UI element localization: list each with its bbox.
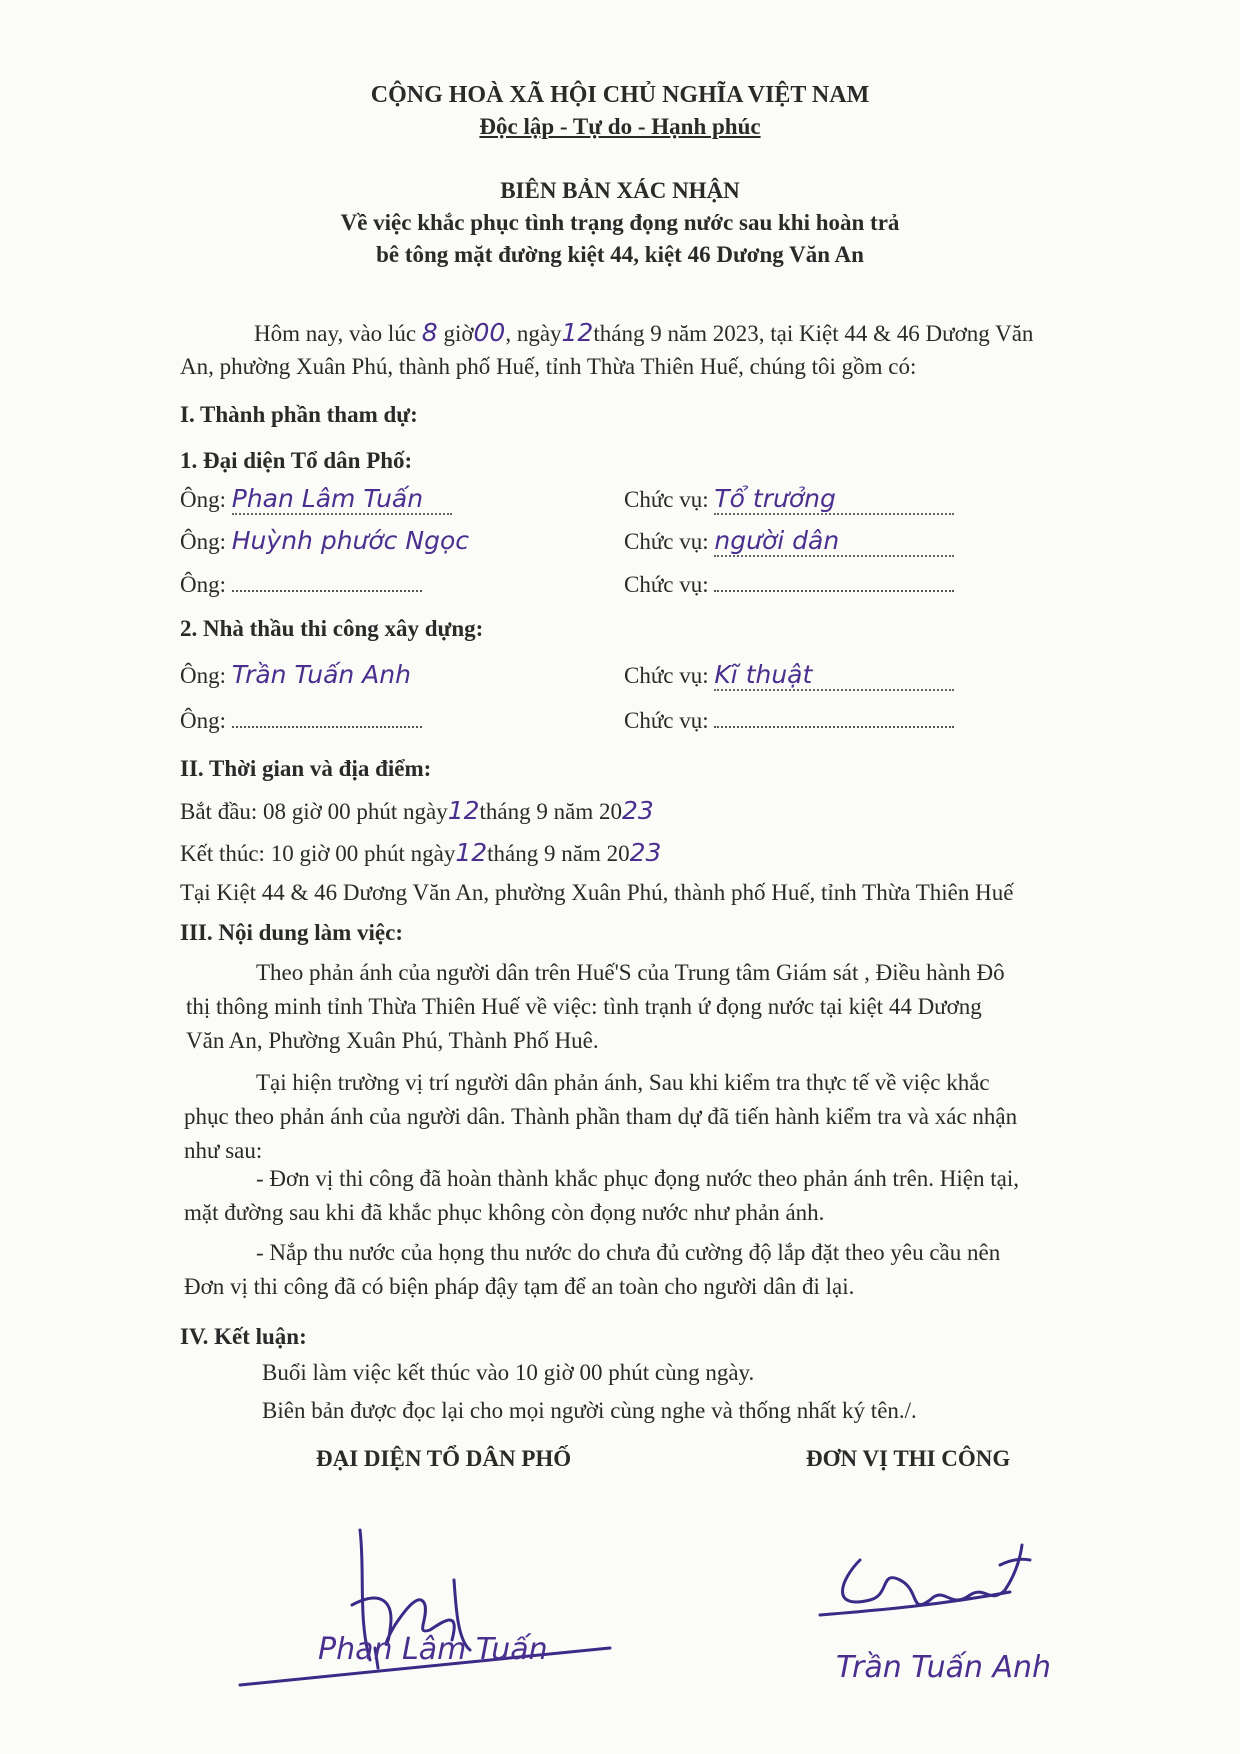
section-4-heading: IV. Kết luận: (180, 1324, 307, 1349)
section-1-sub-2: 2. Nhà thầu thi công xây dựng: (180, 616, 484, 641)
paragraph-line: Đơn vị thi công đã có biện pháp đậy tạm để an toàn cho người dân đi lại. (184, 1274, 855, 1299)
paragraph-line: phục theo phản ánh của người dân. Thành phần tham dự đã tiến hành kiểm tra và xác nhận (184, 1104, 1018, 1129)
participant-row (180, 704, 422, 734)
participant-row (180, 484, 452, 515)
end-time-line (180, 838, 661, 867)
intro-text-c: , ngày (505, 321, 562, 346)
paragraph-line: - Đơn vị thi công đã hoàn thành khắc phục đọng nước theo phản ánh trên. Hiện tại, (256, 1166, 1020, 1191)
label-ong: Ông: (180, 663, 226, 688)
participant-name: Huỳnh phước Ngọc (231, 526, 469, 555)
place-line: Tại Kiệt 44 & 46 Dương Văn An, phường Xuân Phú, thành phố Huế, tỉnh Thừa Thiên Huế (180, 880, 1014, 905)
paragraph-line: thị thông minh tỉnh Thừa Thiên Huế về việc: tình trạnh ứ đọng nước tại kiệt 44 Dương (186, 994, 982, 1019)
start-time-line (180, 796, 654, 825)
paragraph-line: mặt đường sau khi đã khắc phục không còn đọng nước như phản ánh. (184, 1200, 825, 1225)
label-chuc-vu: Chức vụ: (624, 708, 709, 733)
end-day: 12 (455, 838, 488, 867)
motto (0, 114, 1240, 140)
participant-row (180, 568, 422, 598)
participant-role: Kĩ thuật (714, 660, 954, 691)
participant-role-row (624, 660, 954, 691)
start-year: 23 (621, 796, 654, 825)
intro-text-d: tháng 9 năm 2023, tại Kiệt 44 & 46 Dương Văn (593, 321, 1034, 346)
blank-name-line (232, 704, 422, 728)
start-month-text: tháng 9 năm 20 (479, 799, 622, 824)
document-title: BIÊN BẢN XÁC NHẬN (500, 178, 740, 203)
document-subtitle-2: bê tông mặt đường kiệt 44, kiệt 46 Dương Văn An (376, 242, 864, 267)
participant-role-row (624, 568, 954, 598)
intro-text-b: giờ (443, 321, 474, 346)
section-1-sub-1: 1. Đại diện Tổ dân Phố: (180, 448, 413, 473)
conclusion-line-1: Buổi làm việc kết thúc vào 10 giờ 00 phút cùng ngày. (262, 1360, 755, 1385)
motto-text: Độc lập - Tự do - Hạnh phúc (479, 114, 761, 139)
participant-role: Tổ trưởng (714, 484, 954, 515)
end-month-text: tháng 9 năm 20 (487, 841, 630, 866)
left-signature-title: ĐẠI DIỆN TỔ DÂN PHỐ (316, 1446, 572, 1471)
end-year: 23 (629, 838, 662, 867)
participant-name: Phan Lâm Tuấn (232, 484, 452, 515)
document-subtitle-1: Về việc khắc phục tình trạng đọng nước sau khi hoàn trả (340, 210, 900, 235)
paragraph-line: như sau: (184, 1138, 263, 1163)
participant-role: người dân (714, 526, 954, 557)
participant-role-row (624, 484, 954, 515)
paragraph-line: Theo phản ánh của người dân trên Huế'S của Trung tâm Giám sát , Điều hành Đô (256, 960, 1005, 985)
label-chuc-vu: Chức vụ: (624, 529, 709, 554)
label-ong: Ông: (180, 487, 226, 512)
intro-day: 12 (561, 318, 594, 347)
paragraph-line: - Nắp thu nước của họng thu nước do chưa đủ cường độ lắp đặt theo yêu cầu nên (256, 1240, 1001, 1265)
left-signer-name: Phan Lâm Tuấn (318, 1632, 548, 1667)
blank-role-line (714, 568, 954, 592)
section-3-heading: III. Nội dung làm việc: (180, 920, 403, 945)
participant-role-row (624, 526, 954, 557)
paragraph-line: Văn An, Phường Xuân Phú, Thành Phố Huê. (186, 1028, 599, 1053)
intro-hour: 8 (421, 318, 438, 347)
label-ong: Ông: (180, 529, 226, 554)
intro-text-a: Hôm nay, vào lúc (254, 321, 417, 346)
intro-minute: 00 (473, 318, 506, 347)
right-signature-title: ĐƠN VỊ THI CÔNG (806, 1446, 1011, 1471)
label-ong: Ông: (180, 708, 226, 733)
participant-name: Trần Tuấn Anh (231, 660, 411, 689)
participant-role-row (624, 704, 954, 734)
intro-line-2: An, phường Xuân Phú, thành phố Huế, tỉnh Thừa Thiên Huế, chúng tôi gồm có: (180, 354, 917, 379)
label-chuc-vu: Chức vụ: (624, 663, 709, 688)
nation-heading: CỘNG HOÀ XÃ HỘI CHỦ NGHĨA VIỆT NAM (370, 82, 870, 108)
label-ong: Ông: (180, 572, 226, 597)
section-2-heading: II. Thời gian và địa điểm: (180, 756, 432, 781)
right-signer-name: Trần Tuấn Anh (836, 1650, 1052, 1685)
end-time-text: Kết thúc: 10 giờ 00 phút ngày (180, 841, 456, 866)
label-chuc-vu: Chức vụ: (624, 572, 709, 597)
participant-row (180, 660, 512, 689)
paragraph-line: Tại hiện trường vị trí người dân phản ánh, Sau khi kiểm tra thực tế về việc khắc (256, 1070, 990, 1095)
section-1-heading: I. Thành phần tham dự: (180, 402, 418, 427)
participant-row (180, 526, 562, 555)
label-chuc-vu: Chức vụ: (624, 487, 709, 512)
blank-name-line (232, 568, 422, 592)
start-time-text: Bắt đầu: 08 giờ 00 phút ngày (180, 799, 448, 824)
intro-line-1 (254, 318, 1033, 347)
right-signature-image (800, 1520, 1160, 1650)
conclusion-line-2: Biên bản được đọc lại cho mọi người cùng nghe và thống nhất ký tên./. (262, 1398, 917, 1423)
start-day: 12 (447, 796, 480, 825)
blank-role-line (714, 704, 954, 728)
